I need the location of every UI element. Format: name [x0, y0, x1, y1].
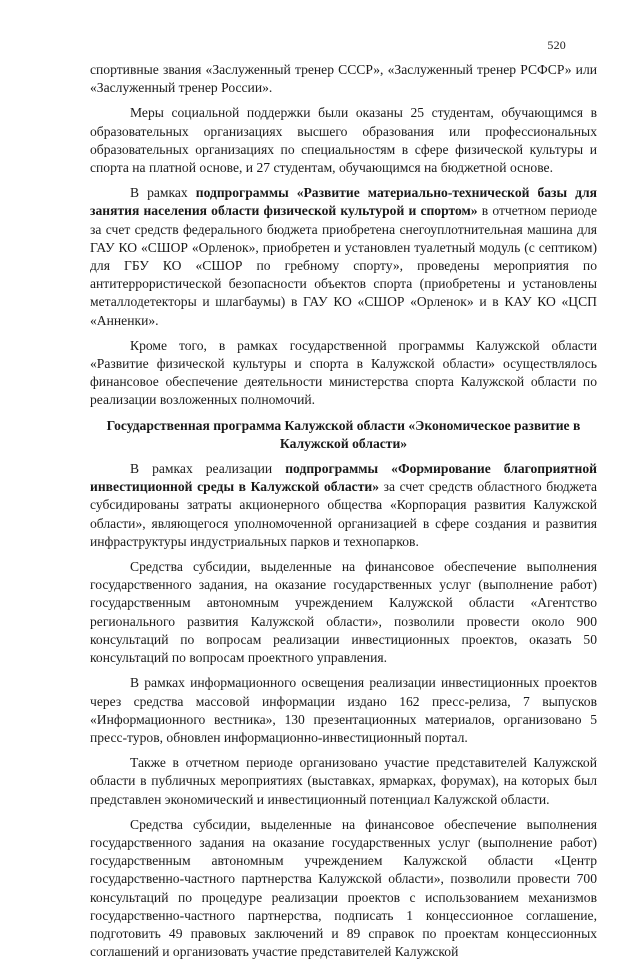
paragraph-social-support: Меры социальной поддержки были оказаны 25 студентам, обучающимся в образовательных организациях высшего образования или профессиональных образовательных организациях по специальностям в сфере физической культуры и спорта на платной основе, и 27 студентам, обучающимся на бюджетной основе.	[90, 105, 597, 176]
paragraph-public-events: Также в отчетном периоде организовано участие представителей Калужской области в публичных мероприятиях (выставках, ярмарках, форумах), на которых был представлен экономический и инвестиционный потенциал Калужской области.	[90, 755, 597, 807]
paragraph-financial-support: Кроме того, в рамках государственной программы Калужской области «Развитие физической культуры и спорта в Калужской области» осуществлялось финансовое обеспечение деятельности министерства спорта Калужской области по реализации возложенных полномочий.	[90, 337, 597, 408]
paragraph-material-base	[90, 184, 597, 330]
paragraph-lead-text: В рамках реализации	[130, 461, 286, 477]
subprogram-title-investment: подпрограммы «Формирование благоприятной инвестиционной среды в Калужской области»	[90, 461, 597, 495]
paragraph-continuation: спортивные звания «Заслуженный тренер СССР», «Заслуженный тренер РСФСР» или «Заслуженный тренер России».	[90, 62, 597, 96]
document-body	[90, 61, 597, 968]
paragraph-regional-agency: Средства субсидии, выделенные на финансовое обеспечение выполнения государственного задания, на оказание государственных услуг (выполнение работ) государственным автономным учреждением Калужской области «Агентство регионального развития Калужской области», позволили провести около 900 консультаций по вопросам реализации инвестиционных проектов, оказать 50 консультаций по вопросам проектного управления.	[90, 559, 597, 666]
page-number: 520	[547, 38, 566, 52]
paragraph-rest-text: за счет средств областного бюджета субсидированы затраты акционерного общества «Корпорация развития Калужской области», являющегося уполномоченной организацией в сфере создания и развития инфраструктуры индустриальных парков и технопарков.	[90, 479, 597, 549]
subprogram-title-material-base: подпрограммы «Развитие материально-технической базы для занятия населения области физической культурой и спортом»	[90, 185, 597, 219]
paragraph-investment-climate	[90, 460, 597, 551]
paragraph-lead-text: В рамках	[130, 185, 196, 201]
paragraph-media-coverage: В рамках информационного освещения реализации инвестиционных проектов через средства массовой информации издано 162 пресс-релиза, 7 выпусков «Информационного вестника», 130 презентационных материалов, организовано 5 пресс-туров, обновлен информационно-инвестиционный портал.	[90, 675, 597, 745]
paragraph-rest-text: в отчетном периоде за счет средств федерального бюджета приобретена снегоуплотнительная машина для ГАУ КО «СШОР «Орленок», приобретен и установлен туалетный модуль (с септиком) для ГБУ КО «СШОР по гребному спорту», проведены мероприятия по антитеррористической безопасности объектов спорта (приобретены и установлены металлодетекторы и шлагбаумы) в ГАУ КО «СШОР «Орленок» и в КАУ КО «ЦСП «Анненки».	[90, 203, 598, 328]
section-heading: Государственная программа Калужской области «Экономическое развитие в Калужской области»	[106, 417, 581, 451]
paragraph-ppp-center: Средства субсидии, выделенные на финансовое обеспечение выполнения государственного задания на оказание государственных услуг (выполнение работ) государственным автономным учреждением Калужской области «Центр государственно-частного партнерства Калужской области», позволили провести 700 консультаций по процедуре реализации проектов с использованием механизмов государственно-частного партнерства, подписать 1 концессионное соглашение, подготовить 49 правовых заключений и 89 справок по проектам концессионных соглашений и организовать участие представителей Калужской	[90, 816, 597, 960]
